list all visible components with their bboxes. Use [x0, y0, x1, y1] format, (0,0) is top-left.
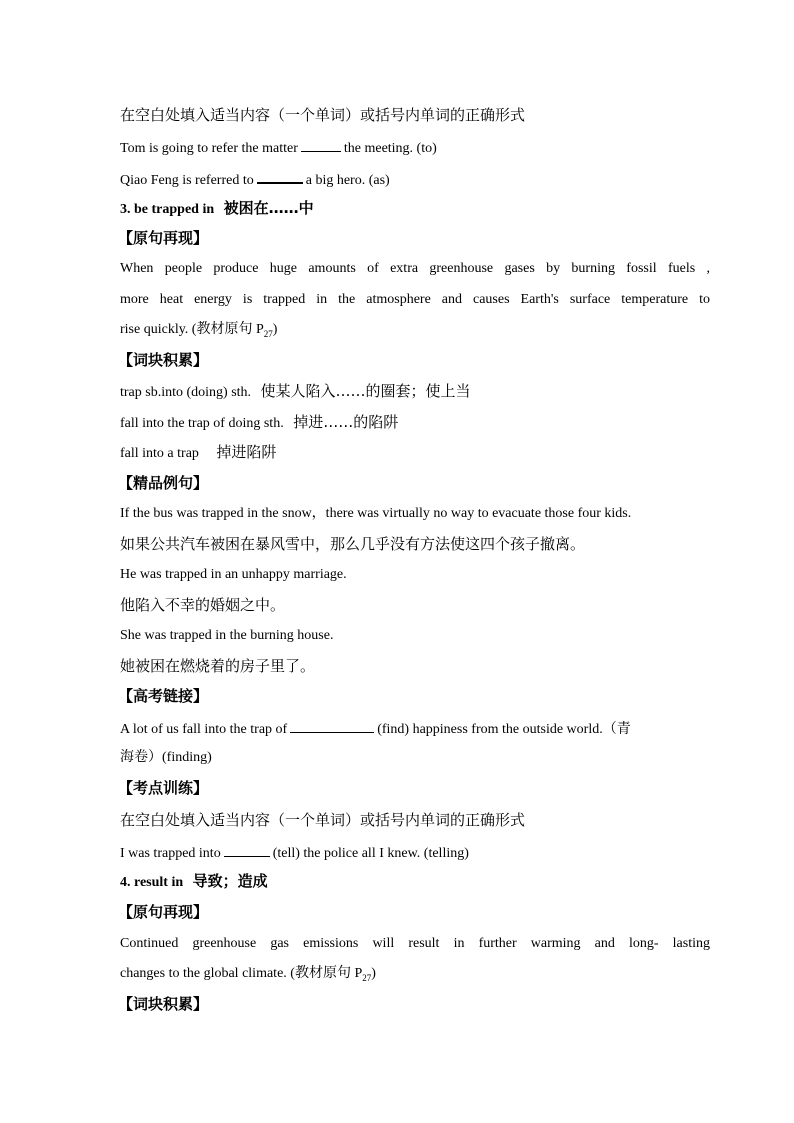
example-zh: 她被困在燃烧着的房子里了。 [120, 657, 316, 675]
example-en: If the bus was trapped in the snow，there was virtually no way to evacuate those four kids. [120, 506, 632, 521]
answer-blank[interactable] [301, 137, 341, 152]
exercise-line: 海卷）(finding) [120, 750, 212, 765]
exercise-text: (tell) the police all I knew. (telling) [272, 846, 469, 861]
phrase-en: trap sb.into (doing) sth. [120, 385, 252, 400]
phrase-item [120, 442, 710, 464]
instruction-line: 在空白处填入适当内容（一个单词）或括号内单词的正确形式 [120, 106, 526, 124]
paragraph-text: ) [371, 966, 376, 981]
example-zh: 如果公共汽车被困在暴风雪中，那么几乎没有方法使这四个孩子撤离。 [120, 535, 586, 553]
section-heading [120, 871, 710, 893]
subheading-practice: 【考点训练】 [118, 779, 209, 797]
exercise-line [120, 168, 710, 191]
exercise-line [120, 137, 710, 159]
answer-blank[interactable] [290, 718, 374, 733]
instruction-line: 在空白处填入适当内容（一个单词）或括号内单词的正确形式 [120, 811, 526, 829]
paragraph-line: When people produce huge amounts of extra greenhouse gases by burning fossil fuels , [120, 261, 710, 276]
phrase-en: fall into a trap [120, 446, 199, 461]
section-number: 4. result in [120, 875, 184, 890]
exercise-text: the meeting. (to) [343, 141, 437, 156]
exercise-text: I was trapped into [120, 846, 221, 861]
page-subscript: 27 [362, 972, 372, 983]
subheading-phrase-bank: 【词块积累】 [118, 995, 209, 1013]
paragraph-line: more heat energy is trapped in the atmosphere and causes Earth's surface temperature to [120, 292, 710, 307]
answer-blank[interactable] [257, 168, 303, 184]
subheading-gaokao-link: 【高考链接】 [118, 687, 209, 705]
subheading-original-sentence: 【原句再现】 [118, 903, 209, 921]
paragraph-line: Continued greenhouse gas emissions will result in further warming and long- lasting [120, 936, 710, 951]
paragraph-line [120, 320, 710, 344]
exercise-text: a big hero. (as) [305, 173, 390, 188]
paragraph-line [120, 964, 710, 988]
phrase-item [120, 412, 710, 434]
section-meaning: 导致；造成 [192, 872, 268, 890]
phrase-en: fall into the trap of doing sth. [120, 416, 284, 431]
section-heading [120, 198, 710, 220]
phrase-zh: 掉进陷阱 [216, 443, 277, 461]
exercise-text: A lot of us fall into the trap of [120, 722, 288, 737]
phrase-zh: 掉进……的陷阱 [293, 413, 399, 431]
example-zh: 他陷入不幸的婚姻之中。 [120, 596, 286, 614]
subheading-original-sentence: 【原句再现】 [118, 229, 209, 247]
exercise-text: Tom is going to refer the matter [120, 141, 298, 156]
paragraph-text: ) [272, 322, 278, 337]
section-meaning: 被困在……中 [223, 199, 314, 217]
exercise-line [120, 842, 710, 864]
example-en: He was trapped in an unhappy marriage. [120, 567, 347, 582]
phrase-item [120, 381, 710, 403]
exercise-text: Qiao Feng is referred to [120, 173, 254, 188]
example-en: She was trapped in the burning house. [120, 628, 334, 643]
exercise-line [120, 718, 710, 740]
page-subscript: 27 [263, 328, 273, 339]
phrase-zh: 使某人陷入……的圈套；使上当 [260, 382, 471, 400]
subheading-examples: 【精品例句】 [118, 474, 209, 492]
exercise-text: (find) happiness from the outside world.（青 [377, 722, 631, 737]
section-number: 3. be trapped in [120, 202, 215, 217]
paragraph-text: rise quickly. (教材原句 P [120, 322, 264, 337]
subheading-phrase-bank: 【词块积累】 [118, 351, 209, 369]
answer-blank[interactable] [224, 842, 270, 857]
paragraph-text: changes to the global climate. (教材原句 P [120, 966, 363, 981]
